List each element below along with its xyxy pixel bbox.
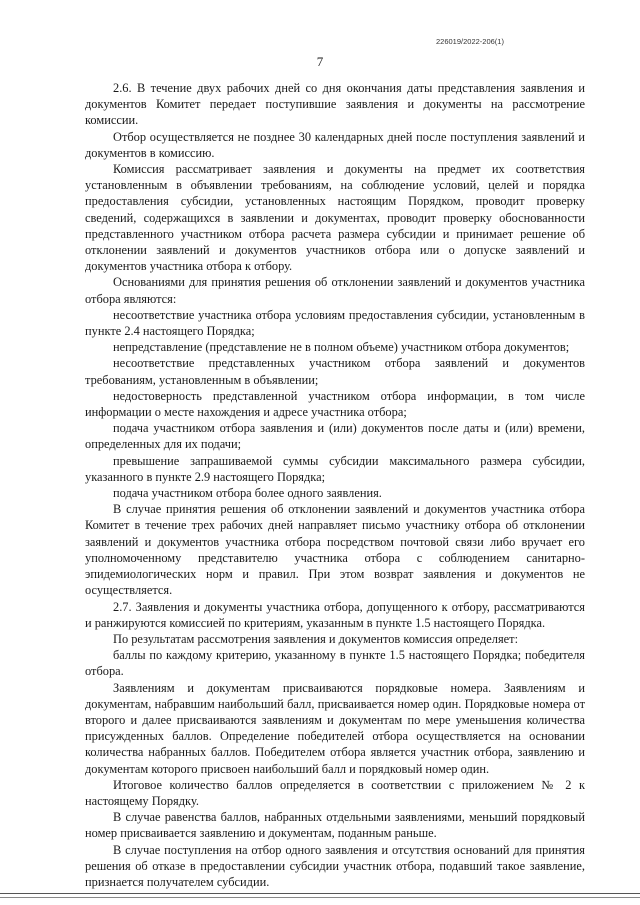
- bottom-scan-line: [0, 893, 640, 894]
- paragraph: превышение запрашиваемой суммы субсидии максимального размера субсидии, указанного в пункте 2.9 настоящего Порядка;: [85, 453, 585, 484]
- paragraph: Итоговое количество баллов определяется в соответствии с приложением № 2 к настоящему Порядку.: [85, 777, 585, 808]
- paragraph: В случае принятия решения об отклонении заявлений и документов участника отбора Комитет в течение трех рабочих дней направляет письмо участнику отбора об отклонении заявлений и документов участника отбора посредством почтовой связи либо вручает его уполномоченному представителю участника отбора с соблюдением санитарно-эпидемиологических норм и правил. При этом возврат заявления и документов не осуществляется.: [85, 502, 585, 598]
- paragraph: В случае поступления на отбор одного заявления и отсутствия оснований для принятия решения об отказе в предоставлении субсидии участник отбора, подавший такое заявление, признается получателем субсидии.: [85, 842, 585, 889]
- paragraph: несоответствие представленных участником отбора заявлений и документов требованиям, установленным в объявлении;: [85, 356, 585, 387]
- paragraph: недостоверность представленной участником отбора информации, в том числе информации о месте нахождения и адресе участника отбора;: [85, 388, 585, 420]
- paragraph: подача участником отбора заявления и (или) документов после даты и (или) времени, определенных для их подачи;: [85, 421, 585, 452]
- paragraph: баллы по каждому критерию, указанному в пункте 1.5 настоящего Порядка; победителя отбора.: [85, 648, 585, 679]
- paragraph: По результатам рассмотрения заявления и документов комиссия определяет:: [113, 631, 519, 646]
- page-number: 7: [316, 54, 324, 69]
- document-id: 226019/2022-206(1): [436, 37, 504, 46]
- paragraph: Комиссия рассматривает заявления и документы на предмет их соответствия установленным в объявлении требованиям, на соблюдение условий, целей и порядка предоставления субсидии, установленных настоящим Порядком, проводит проверку сведений, содержащихся в заявлении и документах, проводит проверку обоснованности представленного участником отбора расчета размера субсидии и принимает решение об отклонении заявлений и документов участников отбора или о допуске заявлений и документов участника отбора к отбору.: [85, 162, 585, 274]
- paragraph: Отбор осуществляется не позднее 30 календарных дней после поступления заявлений и документов в комиссию.: [85, 129, 585, 160]
- paragraph: подача участником отбора более одного заявления.: [113, 486, 382, 501]
- document-body: [85, 80, 585, 890]
- paragraph: непредставление (представление не в полном объеме) участником отбора документов;: [113, 340, 570, 355]
- paragraph: несоответствие участника отбора условиям предоставления субсидии, установленным в пункте 2.4 настоящего Порядка;: [85, 307, 585, 339]
- paragraph: Заявлениям и документам присваиваются порядковые номера. Заявлениям и документам, набравшим наибольший балл, присваивается номер один. Порядковые номера от второго и далее присваиваются заявлениям и документам по мере уменьшения количества присужденных баллов. Определение победителей отбора осуществляется на основании количества набранных баллов. Победителем отбора является участник отбора, заявлению и документам которого присвоен наибольший балл и порядковый номер один.: [85, 680, 585, 776]
- paragraph: 2.7. Заявления и документы участника отбора, допущенного к отбору, рассматриваются и ранжируются комиссией по критериям, указанным в пункте 1.5 настоящего Порядка.: [85, 599, 585, 630]
- paragraph: 2.6. В течение двух рабочих дней со дня окончания даты представления заявления и документов Комитет передает поступившие заявления и документы на рассмотрение комиссии.: [85, 81, 585, 128]
- bottom-scan-line: [0, 897, 640, 898]
- paragraph: Основаниями для принятия решения об отклонении заявлений и документов участника отбора являются:: [85, 275, 585, 306]
- paragraph: В случае равенства баллов, набранных отдельными заявлениями, меньший порядковый номер присваивается заявлению и документам, поданным раньше.: [85, 810, 585, 841]
